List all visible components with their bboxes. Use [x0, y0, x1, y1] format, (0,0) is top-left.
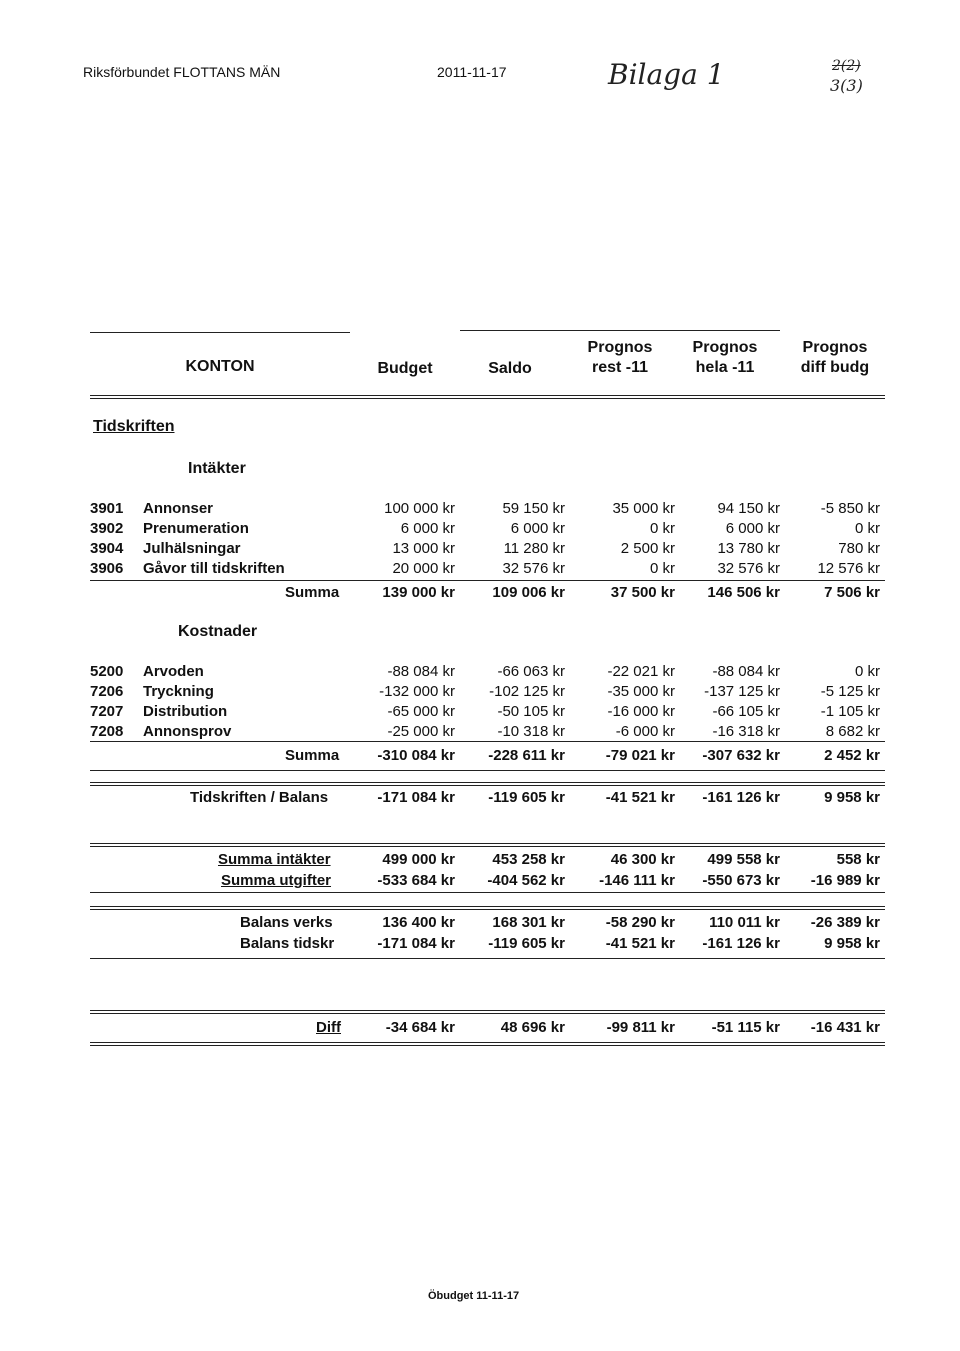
account-name: Julhälsningar — [143, 540, 241, 557]
page-number-struck: 2(2) — [832, 58, 861, 74]
account-number: 3904 — [90, 540, 124, 557]
account-name: Distribution — [143, 703, 228, 720]
summa-diff: 7 506 kr — [824, 584, 880, 601]
hela-value: 32 576 kr — [717, 560, 780, 577]
account-name: Tryckning — [143, 683, 214, 700]
hela-value: -66 105 kr — [712, 703, 780, 720]
rest-value: -35 000 kr — [607, 683, 675, 700]
account-number: 7206 — [90, 683, 124, 700]
saldo-value: -10 318 kr — [497, 723, 565, 740]
saldo-value: 6 000 kr — [510, 520, 565, 537]
balances-budget: -171 084 kr — [377, 935, 455, 952]
table-row — [90, 520, 885, 540]
intakter-heading: Intäkter — [188, 460, 246, 477]
col-header-diff-line1: Prognos — [802, 339, 868, 356]
balances-budget: 136 400 kr — [382, 914, 455, 931]
balances-top-rule — [90, 906, 885, 910]
saldo-value: 59 150 kr — [502, 500, 565, 517]
diff-value: -1 105 kr — [820, 703, 880, 720]
diff-rest: -99 811 kr — [606, 1019, 675, 1036]
balances-label: Balans tidskr — [240, 935, 335, 952]
col-header-rest — [570, 338, 670, 378]
hela-value: -88 084 kr — [712, 663, 780, 680]
budget-value: -65 000 kr — [387, 703, 455, 720]
header-rule-right — [460, 330, 780, 331]
diff-diff: -16 431 kr — [810, 1019, 880, 1036]
rest-value: 2 500 kr — [620, 540, 675, 557]
diff-label: Diff — [316, 1019, 341, 1036]
balances-saldo: 168 301 kr — [492, 914, 565, 931]
col-header-rest-line1: Prognos — [587, 339, 653, 356]
table-row — [90, 500, 885, 520]
budget-value: 6 000 kr — [400, 520, 455, 537]
table-row — [90, 723, 885, 743]
budget-value: 13 000 kr — [392, 540, 455, 557]
saldo-value: 11 280 kr — [503, 540, 565, 557]
totals-budget: 499 000 kr — [382, 851, 455, 868]
account-name: Prenumeration — [143, 520, 249, 537]
rest-value: 0 kr — [649, 520, 675, 537]
summa-rest: -79 021 kr — [605, 747, 675, 764]
table-row — [90, 703, 885, 723]
account-number: 7207 — [90, 703, 124, 720]
saldo-value: -50 105 kr — [497, 703, 565, 720]
account-number: 3906 — [90, 560, 124, 577]
totals-row — [90, 872, 885, 892]
kostnader-rows — [90, 663, 885, 743]
document-date: 2011-11-17 — [437, 64, 507, 80]
account-name: Gåvor till tidskriften — [143, 560, 285, 577]
totals-label: Summa utgifter — [221, 872, 332, 889]
budget-value: -25 000 kr — [387, 723, 455, 740]
diff-value: 12 576 kr — [817, 560, 880, 577]
balans-top-rule — [90, 782, 885, 786]
col-header-budget: Budget — [377, 360, 433, 377]
balances-hela: -161 126 kr — [702, 935, 780, 952]
totals-label: Summa intäkter — [218, 851, 331, 868]
summa-hela: -307 632 kr — [702, 747, 780, 764]
header-bottom-rule — [90, 395, 885, 399]
totals-bottom-rule — [90, 892, 885, 893]
balans-hela: -161 126 kr — [702, 789, 780, 806]
diff-value: 780 kr — [838, 540, 880, 557]
kostnader-heading: Kostnader — [178, 623, 258, 640]
rest-value: 35 000 kr — [612, 500, 675, 517]
saldo-value: -102 125 kr — [489, 683, 565, 700]
balances-diff: 9 958 kr — [824, 935, 880, 952]
col-header-konton: KONTON — [185, 358, 255, 375]
totals-saldo: -404 562 kr — [487, 872, 565, 889]
hela-value: -16 318 kr — [712, 723, 780, 740]
page-number: 3(3) — [830, 76, 863, 95]
diff-hela: -51 115 kr — [711, 1019, 780, 1036]
diff-value: 0 kr — [854, 520, 880, 537]
balans-rest: -41 521 kr — [605, 789, 675, 806]
col-header-rest-line2: rest -11 — [591, 359, 649, 376]
table-row — [90, 663, 885, 683]
account-number: 3902 — [90, 520, 124, 537]
diff-value: 0 kr — [854, 663, 880, 680]
diff-top-rule — [90, 1010, 885, 1014]
balances-row — [90, 935, 885, 955]
header-rule-left — [90, 332, 350, 333]
rest-value: -22 021 kr — [607, 663, 675, 680]
kostnader-summa-row — [90, 747, 885, 767]
totals-hela: -550 673 kr — [702, 872, 780, 889]
diff-row — [90, 1019, 885, 1039]
account-number: 3901 — [90, 500, 124, 517]
budget-value: 20 000 kr — [392, 560, 455, 577]
organization-name: Riksförbundet FLOTTANS MÄN — [83, 64, 281, 80]
summa-saldo: -228 611 kr — [488, 747, 565, 764]
table-row — [90, 683, 885, 703]
account-name: Annonsprov — [143, 723, 232, 740]
account-number: 5200 — [90, 663, 124, 680]
budget-value: 100 000 kr — [384, 500, 455, 517]
diff-saldo: 48 696 kr — [500, 1019, 565, 1036]
totals-hela: 499 558 kr — [707, 851, 780, 868]
balances-diff: -26 389 kr — [810, 914, 880, 931]
totals-diff: -16 989 kr — [810, 872, 880, 889]
balances-rest: -41 521 kr — [605, 935, 675, 952]
section-title: Tidskriften — [93, 418, 175, 435]
balans-saldo: -119 605 kr — [488, 789, 565, 806]
intakter-summa-row — [90, 584, 885, 604]
saldo-value: -66 063 kr — [497, 663, 565, 680]
summa-label: Summa — [285, 584, 340, 601]
diff-bottom-rule — [90, 1042, 885, 1046]
balances-bottom-rule — [90, 958, 885, 959]
diff-value: -5 850 kr — [820, 500, 880, 517]
hela-value: 13 780 kr — [717, 540, 780, 557]
col-header-diff-line2: diff budg — [800, 359, 870, 376]
balans-label: Tidskriften / Balans — [190, 789, 329, 806]
col-header-hela-line2: hela -11 — [695, 359, 755, 376]
balances-rest: -58 290 kr — [605, 914, 675, 931]
summa-rest: 37 500 kr — [610, 584, 675, 601]
balans-diff: 9 958 kr — [824, 789, 880, 806]
hela-value: 94 150 kr — [717, 500, 780, 517]
col-header-diff — [785, 338, 885, 378]
col-header-hela-line1: Prognos — [692, 339, 758, 356]
intakter-summa-rule — [90, 580, 885, 581]
summa-budget: -310 084 kr — [377, 747, 455, 764]
balances-hela: 110 011 kr — [709, 914, 780, 931]
totals-rest: 46 300 kr — [610, 851, 675, 868]
balans-budget: -171 084 kr — [377, 789, 455, 806]
intakter-rows — [90, 500, 885, 580]
totals-saldo: 453 258 kr — [492, 851, 565, 868]
summa-saldo: 109 006 kr — [492, 584, 565, 601]
totals-rest: -146 111 kr — [599, 872, 675, 889]
col-header-hela — [675, 338, 775, 378]
diff-value: -5 125 kr — [820, 683, 880, 700]
table-row — [90, 540, 885, 560]
budget-value: -88 084 kr — [387, 663, 455, 680]
balances-row — [90, 914, 885, 934]
summa-diff: 2 452 kr — [824, 747, 880, 764]
account-name: Annonser — [143, 500, 214, 517]
budget-value: -132 000 kr — [379, 683, 455, 700]
hela-value: -137 125 kr — [704, 683, 780, 700]
totals-diff: 558 kr — [836, 851, 880, 868]
totals-budget: -533 684 kr — [377, 872, 455, 889]
summa-hela: 146 506 kr — [707, 584, 780, 601]
col-header-saldo: Saldo — [488, 360, 532, 377]
account-number: 7208 — [90, 723, 124, 740]
rest-value: -6 000 kr — [615, 723, 675, 740]
summa-label: Summa — [285, 747, 340, 764]
totals-top-rule — [90, 843, 885, 847]
table-row — [90, 560, 885, 580]
rest-value: 0 kr — [649, 560, 675, 577]
kostnader-summa-rule — [90, 741, 885, 742]
balans-row — [90, 789, 885, 809]
balances-saldo: -119 605 kr — [488, 935, 565, 952]
hela-value: 6 000 kr — [725, 520, 780, 537]
rest-value: -16 000 kr — [607, 703, 675, 720]
handwritten-title: Bilaga 1 — [608, 58, 725, 91]
diff-budget: -34 684 kr — [385, 1019, 455, 1036]
balances-label: Balans verks — [240, 914, 333, 931]
footer-text: Öbudget 11-11-17 — [428, 1290, 520, 1302]
saldo-value: 32 576 kr — [502, 560, 565, 577]
diff-value: 8 682 kr — [825, 723, 880, 740]
summa-budget: 139 000 kr — [382, 584, 455, 601]
totals-row — [90, 851, 885, 871]
account-name: Arvoden — [143, 663, 204, 680]
kostnader-bottom-rule — [90, 770, 885, 771]
